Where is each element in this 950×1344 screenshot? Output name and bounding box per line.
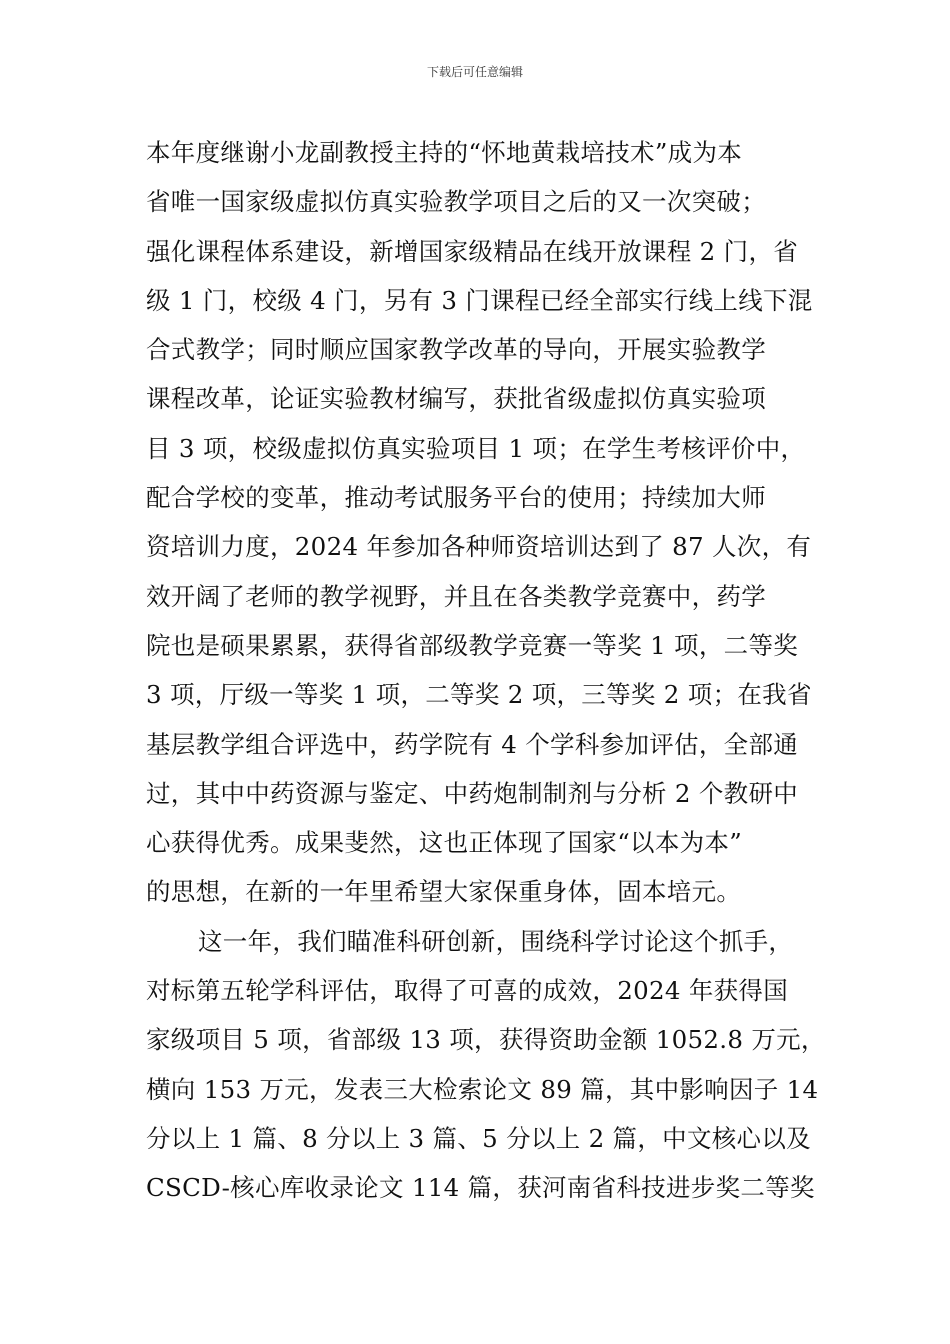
text-line: 过，其中中药资源与鉴定、中药炮制制剂与分析 2 个教研中 [146, 778, 799, 808]
text-line: 省唯一国家级虚拟仿真实验教学项目之后的又一次突破； [146, 187, 766, 217]
paragraph-2 [146, 917, 846, 1213]
text-line: 合式教学；同时顺应国家教学改革的导向，开展实验教学 [146, 335, 766, 365]
text-line: 资培训力度，2024 年参加各种师资培训达到了 87 人次，有 [146, 532, 812, 562]
text-line: 配合学校的变革，推动考试服务平台的使用；持续加大师 [146, 483, 766, 513]
page-header: 下载后可任意编辑 [426, 65, 523, 79]
text-line: 目 3 项，校级虚拟仿真实验项目 1 项；在学生考核评价中， [146, 433, 806, 463]
text-line-indented: 这一年，我们瞄准科研创新，围绕科学讨论这个抓手， [198, 926, 794, 956]
text-line: 效开阔了老师的教学视野，并且在各类教学竞赛中，药学 [146, 581, 766, 611]
text-line: 基层教学组合评选中，药学院有 4 个学科参加评估，全部通 [146, 729, 799, 759]
text-line: 院也是硕果累累，获得省部级教学竞赛一等奖 1 项，二等奖 [146, 630, 799, 660]
text-line: CSCD-核心库收录论文 114 篇，获河南省科技进步奖二等奖 [146, 1173, 815, 1203]
text-line: 对标第五轮学科评估，取得了可喜的成效，2024 年获得国 [146, 976, 789, 1006]
text-line: 心获得优秀。成果斐然，这也正体现了国家“以本为本” [146, 828, 743, 858]
text-line: 本年度继谢小龙副教授主持的“怀地黄栽培技术”成为本 [146, 138, 743, 167]
text-line: 强化课程体系建设，新增国家级精品在线开放课程 2 门，省 [146, 236, 799, 266]
text-line: 家级项目 5 项，省部级 13 项，获得资助金额 1052.8 万元， [146, 1025, 826, 1055]
text-line: 分以上 1 篇、8 分以上 3 篇、5 分以上 2 篇，中文核心以及 [146, 1123, 811, 1153]
paragraph-1 [146, 128, 846, 917]
text-line: 3 项，厅级一等奖 1 项，二等奖 2 项，三等奖 2 项；在我省 [146, 680, 812, 710]
text-line: 课程改革，论证实验教材编写，获批省级虚拟仿真实验项 [146, 384, 766, 414]
body-text [146, 128, 846, 1213]
text-line: 横向 153 万元，发表三大检索论文 89 篇，其中影响因子 14 [146, 1074, 819, 1104]
text-line: 级 1 门，校级 4 门，另有 3 门课程已经全部实行线上线下混 [146, 285, 813, 315]
text-line: 的思想，在新的一年里希望大家保重身体，固本培元。 [146, 877, 742, 907]
